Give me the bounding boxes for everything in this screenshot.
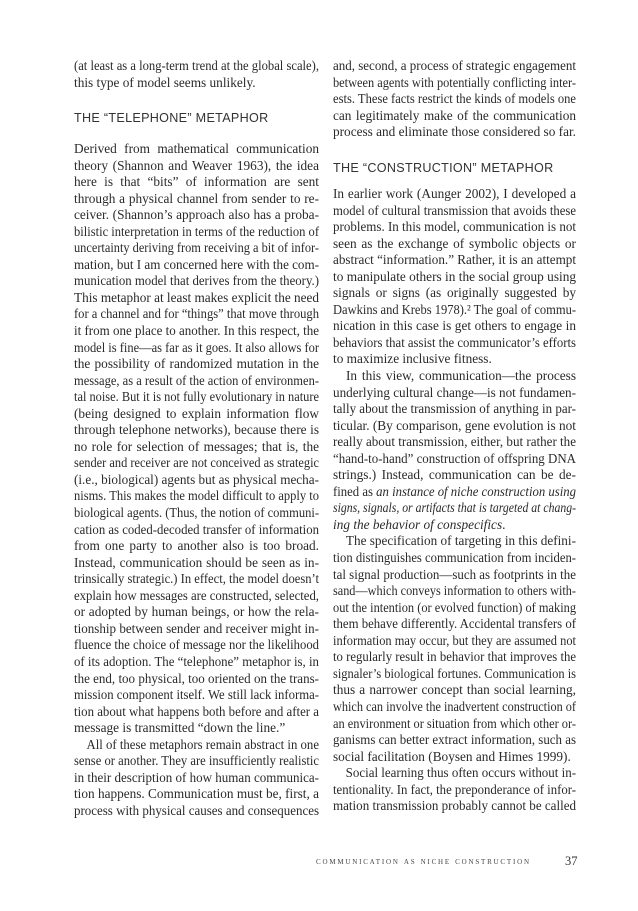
paragraph [74, 737, 319, 820]
section-heading-telephone: THE “TELEPHONE” METAPHOR [74, 111, 269, 125]
text-line: abstract “information.” Rather, it is an attempt [333, 252, 576, 268]
text-line: tion happens. Communication must be, first, a [74, 786, 320, 802]
text-line: here is that “bits” of information are sent [74, 174, 319, 190]
italic-emphasis: an instance of niche construction using [376, 483, 577, 499]
text-line: In earlier work (Aunger 2002), I developed a [333, 186, 576, 201]
running-head: communication as niche construction [316, 857, 531, 867]
text-line: the end, too physical, too oriented on the trans- [74, 670, 319, 686]
text-line: message is transmitted “down the line.” [74, 720, 286, 736]
text-line: nication in this case is get others to engage in [333, 318, 576, 334]
text-line: to regularly result in behavior that improves the [333, 649, 577, 665]
text-segment: fined as [333, 483, 377, 499]
text-line: mation transmission probably cannot be called [333, 798, 576, 814]
text-line: tionship between sender and receiver might in- [74, 620, 319, 636]
text-line: or adopted by human beings, or how the rela- [74, 604, 319, 620]
text-line: sender and receiver are not conceived as strategic [74, 455, 320, 471]
text-line: process and eliminate those considered so far. [333, 124, 577, 140]
italic-emphasis: ing the behavior of conspecifics [333, 516, 503, 532]
paragraph [74, 58, 319, 91]
text-line: sand—which conveys information to others with- [333, 583, 577, 599]
text-line [333, 484, 576, 501]
text-line: ganisms can better extract information, such as [333, 732, 577, 748]
text-line: which can involve the inadvertent construction of [333, 698, 576, 714]
page-number: 37 [565, 854, 578, 868]
text-line: message, as a result of the action of environmen- [74, 372, 320, 388]
text-line: in their description of how human communica- [74, 769, 319, 785]
text-line: really about transmission, either, but rather the [333, 434, 577, 450]
text-line: Instead, communication should be seen as in- [74, 554, 319, 570]
text-line: it from one place to another. In this respect, the [74, 323, 320, 339]
text-line: mission component itself. We still lack informa- [74, 687, 320, 703]
text-line: The specification of targeting in this defini- [345, 533, 576, 549]
text-line: explain how messages are constructed, selected, [74, 587, 320, 603]
text-line: nisms. This makes the model difficult to apply to [74, 488, 319, 504]
text-line: information may occur, but they are assumed not [333, 632, 577, 648]
text-segment: . [502, 516, 506, 532]
text-line: strings.) Instead, communication can be de- [333, 467, 576, 483]
text-line: In this view, communication—the process [346, 368, 576, 384]
text-line: biological agents. (Thus, the notion of communi- [74, 505, 319, 521]
text-line: tal signal production—such as footprints in the [333, 566, 576, 582]
left-column-body [74, 141, 319, 819]
text-line: Social learning thus often occurs without in- [345, 765, 577, 781]
paragraph [333, 533, 576, 765]
paragraph [333, 765, 576, 815]
text-line: mation, but I am concerned here with the com- [74, 256, 319, 272]
text-line: between agents with potentially conflicting inter- [333, 74, 576, 90]
text-line: can legitimately make of the communication [333, 107, 576, 123]
text-line: through a physical channel from sender to re- [74, 190, 319, 206]
text-line: signals or signs (as originally suggested by [333, 285, 576, 301]
text-line: problems. In this model, communication is not [333, 219, 577, 235]
text-line: fluence the choice of message nor the likelihood [74, 637, 320, 653]
text-line: the possibility of randomized mutation in the [74, 356, 319, 372]
italic-emphasis: signs, signals, or artifacts that is targeted at chang- [333, 500, 576, 516]
text-line: this type of model seems unlikely. [74, 74, 256, 90]
text-line: signaler’s biological fortunes. Communication is [333, 665, 577, 681]
text-line: All of these metaphors remain abstract in one [86, 736, 319, 752]
right-column-body [333, 186, 576, 815]
text-line: them behave differently. Accidental transfers of [333, 616, 577, 632]
text-line: trinsically strategic.) In effect, the model doesn’t [74, 571, 320, 587]
text-line: seen as the exchange of symbolic objects or [333, 235, 576, 251]
left-column-intro [74, 58, 319, 91]
text-line: Derived from mathematical communication [74, 141, 319, 156]
text-line: (being designed to explain information flow [74, 405, 319, 421]
text-line: from one party to another also is too broad. [74, 538, 319, 554]
text-line: tally about the transmission of anything in par- [333, 401, 576, 417]
text-line: behaviors that assist the communicator’s efforts [333, 334, 577, 350]
text-line: “hand-to-hand” construction of offspring DNA [333, 450, 576, 466]
text-line: Dawkins and Krebs 1978).² The goal of commu- [333, 301, 577, 317]
text-line: for a channel and for “things” that move through [74, 306, 319, 322]
text-line: out the intention (or evolved function) of making [333, 599, 577, 615]
text-line [333, 517, 576, 534]
text-line: ceiver. (Shannon’s approach also has a proba- [74, 207, 319, 223]
paragraph [333, 368, 576, 533]
text-line: thus a narrower concept than social learning, [333, 682, 576, 698]
text-line: to maximize inclusive fitness. [333, 351, 492, 367]
text-line: through telephone networks), because there is [74, 422, 319, 438]
text-line: tion distinguishes communication from inciden- [333, 550, 576, 566]
text-line: no role for selection of messages; that is, the [74, 438, 319, 454]
text-line: ticular. (By comparison, gene evolution is not [333, 417, 576, 433]
text-line: tentionality. In fact, the preponderance of infor- [333, 781, 577, 797]
text-line [333, 500, 576, 517]
text-line: to manipulate others in the social group using [333, 268, 576, 284]
text-line: theory (Shannon and Weaver 1963), the idea [74, 157, 319, 173]
right-column-intro [333, 58, 576, 141]
text-line: of its adoption. The “telephone” metaphor is, in [74, 653, 319, 669]
text-line: ests. These facts restrict the kinds of models one [333, 91, 576, 107]
paragraph [74, 141, 319, 737]
paragraph [333, 58, 576, 141]
text-line: munication model that derives from the theory.) [74, 273, 319, 289]
text-line: tal noise. But it is not fully evolutionary in nature [74, 389, 319, 405]
text-line: sense or another. They are insufficiently realistic [74, 753, 319, 769]
text-line: underlying cultural change—is not fundamen- [333, 384, 576, 400]
section-heading-construction: THE “CONSTRUCTION” METAPHOR [333, 161, 554, 175]
text-line: process with physical causes and consequences [74, 802, 319, 818]
text-line: bilistic interpretation in terms of the reduction of [74, 223, 320, 239]
text-line: (at least as a long-term trend at the global scale), [74, 58, 319, 73]
text-line: model of cultural transmission that avoids these [333, 202, 577, 218]
text-line: model is fine—as far as it goes. It also allows for [74, 339, 319, 355]
text-line: This metaphor at least makes explicit the need [74, 289, 320, 305]
paragraph [333, 186, 576, 368]
text-line: tion about what happens both before and after a [74, 703, 319, 719]
text-line: and, second, a process of strategic engagement [333, 58, 577, 73]
text-line: cation as coded-decoded transfer of information [74, 521, 319, 537]
text-line: (i.e., biological) agents but as physical mecha- [74, 471, 320, 487]
text-line: social facilitation (Boysen and Himes 1999). [333, 748, 571, 764]
text-line: an environment or situation from which other or- [333, 715, 576, 731]
text-line: uncertainty deriving from receiving a bit of infor- [74, 240, 320, 256]
